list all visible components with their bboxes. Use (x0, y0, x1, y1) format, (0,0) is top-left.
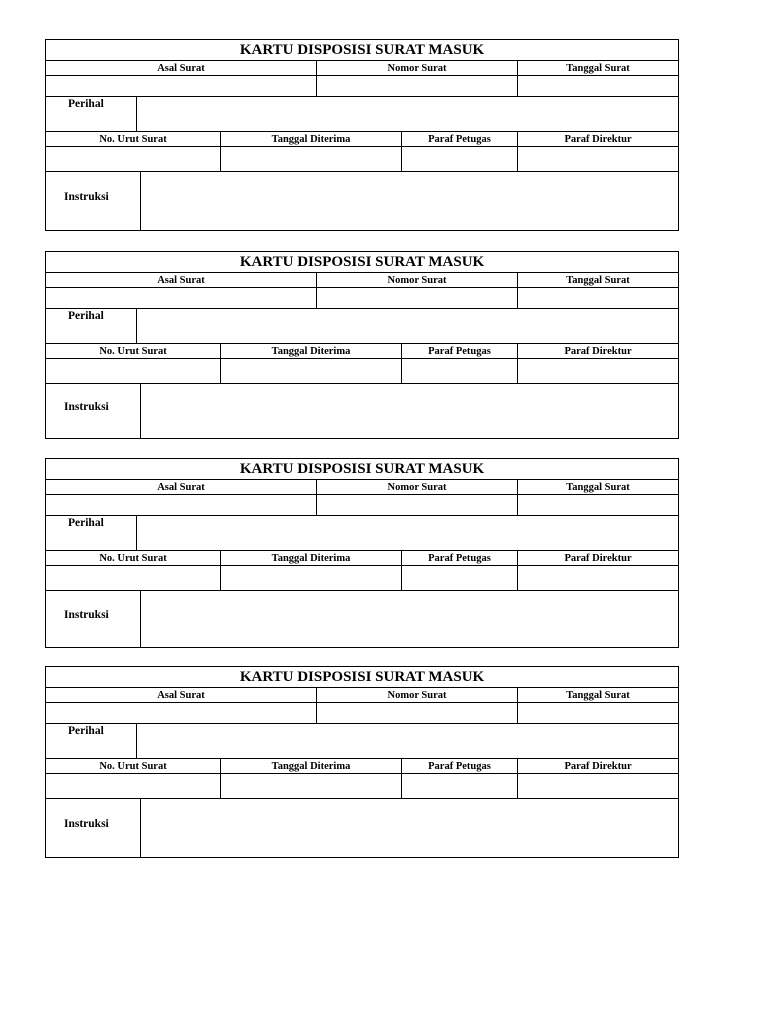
field-tanggal-surat[interactable] (518, 703, 679, 724)
header-paraf-petugas: Paraf Petugas (402, 132, 518, 147)
disposition-card (45, 251, 678, 439)
header-paraf-direktur: Paraf Direktur (518, 551, 679, 566)
header-paraf-petugas: Paraf Petugas (402, 759, 518, 774)
header-tanggal-diterima: Tanggal Diterima (221, 344, 402, 359)
header-paraf-direktur: Paraf Direktur (518, 759, 679, 774)
field-no-urut-surat[interactable] (46, 774, 221, 799)
field-asal-surat[interactable] (46, 703, 317, 724)
disposition-table (45, 666, 679, 858)
field-tanggal-diterima[interactable] (221, 566, 402, 591)
header-no-urut-surat: No. Urut Surat (46, 132, 221, 147)
header-no-urut-surat: No. Urut Surat (46, 344, 221, 359)
field-perihal[interactable] (137, 516, 679, 551)
header-tanggal-diterima: Tanggal Diterima (221, 132, 402, 147)
field-instruksi[interactable] (141, 384, 679, 439)
header-nomor-surat: Nomor Surat (317, 688, 518, 703)
disposition-card (45, 458, 678, 648)
field-nomor-surat[interactable] (317, 703, 518, 724)
card-title: KARTU DISPOSISI SURAT MASUK (46, 252, 679, 273)
header-paraf-direktur: Paraf Direktur (518, 344, 679, 359)
field-asal-surat[interactable] (46, 495, 317, 516)
field-tanggal-surat[interactable] (518, 76, 679, 97)
header-tanggal-surat: Tanggal Surat (518, 273, 679, 288)
header-tanggal-surat: Tanggal Surat (518, 61, 679, 76)
header-asal-surat: Asal Surat (46, 273, 317, 288)
instruksi-label: Instruksi (46, 172, 141, 231)
header-paraf-petugas: Paraf Petugas (402, 551, 518, 566)
disposition-card (45, 39, 678, 231)
header-no-urut-surat: No. Urut Surat (46, 759, 221, 774)
header-tanggal-surat: Tanggal Surat (518, 480, 679, 495)
field-tanggal-surat[interactable] (518, 288, 679, 309)
field-tanggal-diterima[interactable] (221, 147, 402, 172)
field-paraf-petugas[interactable] (402, 147, 518, 172)
field-paraf-direktur[interactable] (518, 566, 679, 591)
field-no-urut-surat[interactable] (46, 359, 221, 384)
field-instruksi[interactable] (141, 172, 679, 231)
field-tanggal-diterima[interactable] (221, 774, 402, 799)
field-paraf-petugas[interactable] (402, 359, 518, 384)
header-paraf-petugas: Paraf Petugas (402, 344, 518, 359)
card-title: KARTU DISPOSISI SURAT MASUK (46, 459, 679, 480)
field-nomor-surat[interactable] (317, 288, 518, 309)
header-nomor-surat: Nomor Surat (317, 61, 518, 76)
field-paraf-direktur[interactable] (518, 147, 679, 172)
header-asal-surat: Asal Surat (46, 61, 317, 76)
field-paraf-direktur[interactable] (518, 359, 679, 384)
field-paraf-petugas[interactable] (402, 566, 518, 591)
perihal-label: Perihal (46, 516, 137, 551)
header-tanggal-surat: Tanggal Surat (518, 688, 679, 703)
field-perihal[interactable] (137, 309, 679, 344)
header-nomor-surat: Nomor Surat (317, 273, 518, 288)
field-no-urut-surat[interactable] (46, 566, 221, 591)
field-tanggal-surat[interactable] (518, 495, 679, 516)
disposition-table (45, 251, 679, 439)
header-asal-surat: Asal Surat (46, 480, 317, 495)
disposition-table (45, 39, 679, 231)
perihal-label: Perihal (46, 309, 137, 344)
field-asal-surat[interactable] (46, 288, 317, 309)
disposition-table (45, 458, 679, 648)
instruksi-label: Instruksi (46, 384, 141, 439)
perihal-label: Perihal (46, 97, 137, 132)
field-tanggal-diterima[interactable] (221, 359, 402, 384)
field-perihal[interactable] (137, 724, 679, 759)
header-asal-surat: Asal Surat (46, 688, 317, 703)
field-perihal[interactable] (137, 97, 679, 132)
field-nomor-surat[interactable] (317, 495, 518, 516)
header-tanggal-diterima: Tanggal Diterima (221, 759, 402, 774)
header-paraf-direktur: Paraf Direktur (518, 132, 679, 147)
field-no-urut-surat[interactable] (46, 147, 221, 172)
card-title: KARTU DISPOSISI SURAT MASUK (46, 40, 679, 61)
field-nomor-surat[interactable] (317, 76, 518, 97)
field-instruksi[interactable] (141, 591, 679, 648)
header-tanggal-diterima: Tanggal Diterima (221, 551, 402, 566)
perihal-label: Perihal (46, 724, 137, 759)
field-paraf-petugas[interactable] (402, 774, 518, 799)
field-asal-surat[interactable] (46, 76, 317, 97)
field-paraf-direktur[interactable] (518, 774, 679, 799)
disposition-card (45, 666, 678, 858)
header-no-urut-surat: No. Urut Surat (46, 551, 221, 566)
instruksi-label: Instruksi (46, 591, 141, 648)
instruksi-label: Instruksi (46, 799, 141, 858)
card-title: KARTU DISPOSISI SURAT MASUK (46, 667, 679, 688)
header-nomor-surat: Nomor Surat (317, 480, 518, 495)
field-instruksi[interactable] (141, 799, 679, 858)
